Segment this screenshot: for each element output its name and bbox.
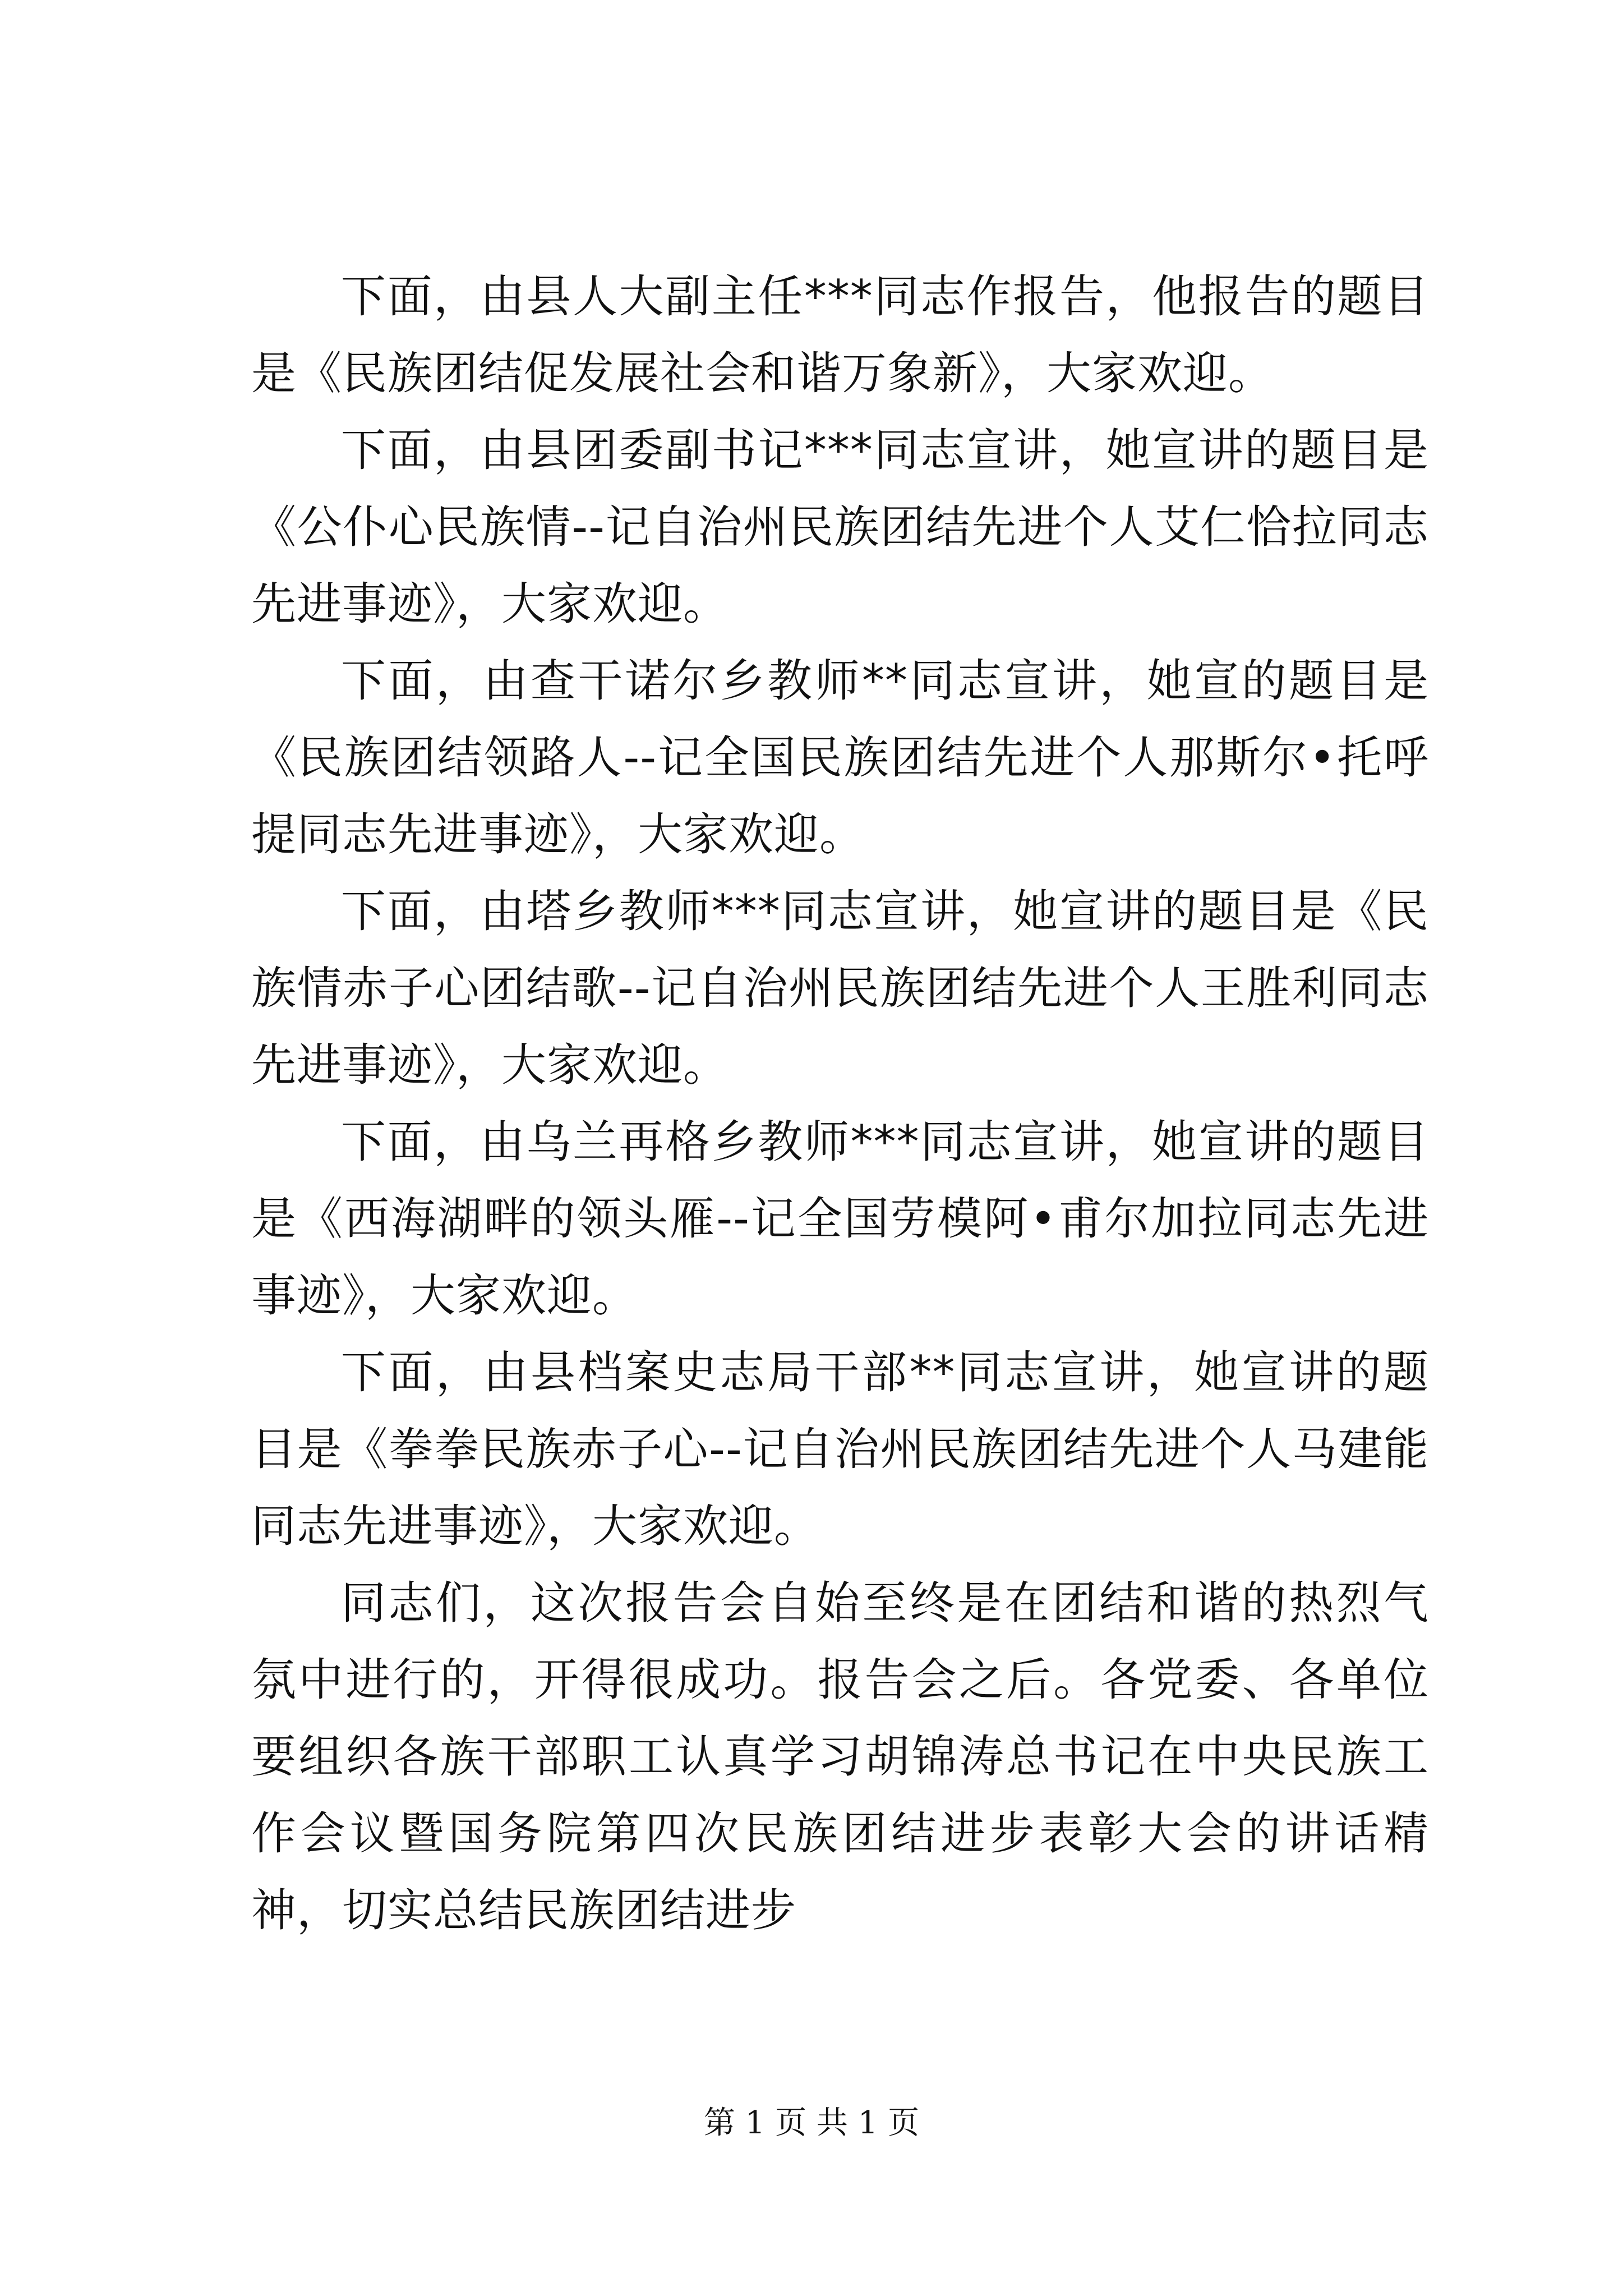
paragraph-4: 下面，由塔乡教师***同志宣讲，她宣讲的题目是《民族情赤子心团结歌--记自治州民族团结先进个人王胜利同志先进事迹》，大家欢迎。 xyxy=(251,885,1429,1091)
paragraph-5: 下面，由乌兰再格乡教师***同志宣讲，她宣讲的题目是《西海湖畔的领头雁--记全国劳模阿•甫尔加拉同志先进事迹》，大家欢迎。 xyxy=(251,1116,1429,1322)
page-footer: 第 1 页 共 1 页 xyxy=(703,2105,920,2141)
paragraph-6: 下面，由县档案史志局干部**同志宣讲，她宣讲的题目是《拳拳民族赤子心--记自治州民族团结先进个人马建能同志先进事迹》，大家欢迎。 xyxy=(251,1346,1429,1552)
paragraph-1: 下面，由县人大副主任***同志作报告，他报告的题目是《民族团结促发展社会和谐万象新》，大家欢迎。 xyxy=(251,270,1429,399)
document-body xyxy=(251,258,1429,1949)
paragraph-7: 同志们，这次报告会自始至终是在团结和谐的热烈气氛中进行的，开得很成功。报告会之后。各党委、各单位要组织各族干部职工认真学习胡锦涛总书记在中央民族工作会议暨国务院第四次民族团结进步表彰大会的讲话精神，切实总结民族团结进步 xyxy=(251,1577,1429,1936)
paragraph-2: 下面，由县团委副书记***同志宣讲，她宣讲的题目是《公仆心民族情--记自治州民族团结先进个人艾仁恰拉同志先进事迹》，大家欢迎。 xyxy=(251,424,1429,630)
paragraph-3: 下面，由查干诺尔乡教师**同志宣讲，她宣的题目是《民族团结领路人--记全国民族团结先进个人那斯尔•托呼提同志先进事迹》，大家欢迎。 xyxy=(251,655,1429,861)
